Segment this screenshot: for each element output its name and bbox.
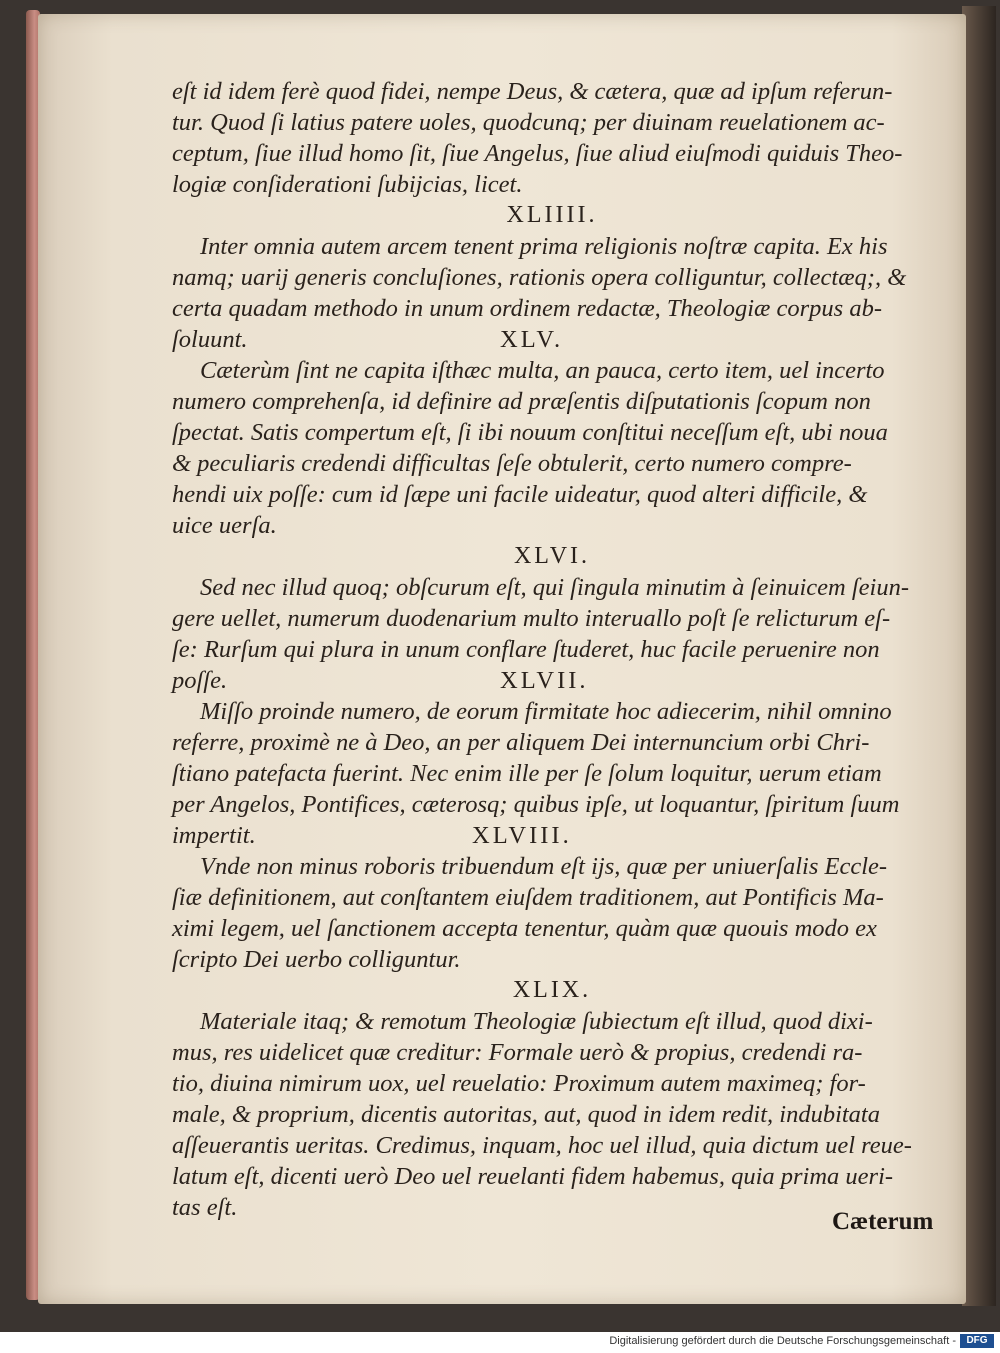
text-line: aſſeuerantis ueritas. Credimus, inquam, hoc uel illud, quia dictum uel reue- (172, 1132, 912, 1159)
text-line: ceptum, ſiue illud homo ſit, ſiue Angelus, ſiue aliud eiuſmodi quiduis Theo- (172, 140, 903, 167)
text-line: Cæterùm ſint ne capita iſthæc multa, an pauca, certo item, uel incerto (200, 357, 885, 384)
text-line: referre, proximè ne à Deo, an per aliquem Dei internuncium orbi Chri- (172, 729, 870, 756)
text-line: ſoluunt. (172, 326, 248, 353)
text-line: male, & proprium, dicentis autoritas, aut, quod in idem redit, indubitata (172, 1101, 880, 1128)
page-text (172, 76, 932, 1223)
text-line: ſe: Rurſum qui plura in unum conflare ſtuderet, huc facile peruenire non (172, 636, 880, 663)
text-line: tas eſt. (172, 1194, 238, 1221)
text-line: Vnde non minus roboris tribuendum eſt ijs, quæ per uniuerſalis Eccle- (200, 853, 888, 880)
text-line: mus, res uidelicet quæ creditur: Formale uerò & propius, credendi ra- (172, 1039, 863, 1066)
section-numeral: XLVII. (500, 667, 589, 694)
text-line: ſtiano patefacta fuerint. Nec enim ille per ſe ſolum loquitur, uerum etiam (172, 760, 882, 787)
text-line: Sed nec illud quoq; obſcurum eſt, qui ſingula minutim à ſeinuicem ſeiun- (200, 574, 910, 601)
text-line: certa quadam methodo in unum ordinem redactæ, Theologiæ corpus ab- (172, 295, 882, 322)
text-line: ſcripto Dei uerbo colliguntur. (172, 946, 461, 973)
text-line: Materiale itaq; & remotum Theologiæ ſubiectum eſt illud, quod dixi- (200, 1008, 873, 1035)
catchword: Cæterum (832, 1208, 934, 1235)
text-line-with-numeral (172, 820, 932, 851)
text-line: latum eſt, dicenti uerò Deo uel reuelanti fidem habemus, quia prima ueri- (172, 1163, 894, 1190)
text-line: gere uellet, numerum duodenarium multo interuallo poſt ſe relicturum eſ- (172, 605, 891, 632)
text-line: logiæ conſiderationi ſubijcias, licet. (172, 171, 523, 198)
text-line: numero comprehenſa, id definire ad præſentis diſputationis ſcopum non (172, 388, 871, 415)
section-numeral: XLIX. (512, 977, 592, 1003)
text-line: uice uerſa. (172, 512, 277, 539)
text-line-with-numeral (172, 665, 932, 696)
text-line: ſiæ definitionem, aut conſtantem eiuſdem traditionem, aut Pontificis Ma- (172, 884, 884, 911)
text-line: poſſe. (172, 667, 228, 694)
funding-notice: Digitalisierung gefördert durch die Deutsche Forschungsgemeinschaft - (609, 1335, 956, 1347)
text-line: eſt id idem ferè quod fidei, nempe Deus, & cætera, quæ ad ipſum referun- (172, 78, 893, 105)
section-numeral: XLVIII. (472, 822, 572, 849)
text-line: tur. Quod ſi latius patere uoles, quodcunq; per diuinam reuelationem ac- (172, 109, 885, 136)
book-binding-edge (962, 6, 996, 1306)
text-line: Inter omnia autem arcem tenent prima religionis noſtræ capita. Ex his (200, 233, 888, 260)
section-numeral: XLV. (500, 326, 564, 353)
text-line: Miſſo proinde numero, de eorum firmitate hoc adiecerim, nihil omnino (200, 698, 892, 725)
footer-bar (0, 1332, 1000, 1353)
text-line-with-numeral (172, 324, 932, 355)
section-numeral: XLIIII. (506, 202, 598, 228)
text-line: ſpectat. Satis compertum eſt, ſi ibi nouum conſtitui neceſſum eſt, ubi noua (172, 419, 888, 446)
text-line: hendi uix poſſe: cum id ſæpe uni facile uideatur, quod alteri difficile, & (172, 481, 868, 508)
text-line: per Angelos, Pontifices, cæterosq; quibus ipſe, ut loquantur, ſpiritum ſuum (172, 791, 900, 818)
text-line: impertit. (172, 822, 256, 849)
text-line: namq; uarij generis concluſiones, rationis opera colliguntur, collectæq;, & (172, 264, 907, 291)
text-line: tio, diuina nimirum uox, uel reuelatio: Proximum autem maximeq; for- (172, 1070, 866, 1097)
text-line: & peculiaris credendi difficultas ſeſe obtulerit, certo numero compre- (172, 450, 852, 477)
text-line: ximi legem, uel ſanctionem accepta tenentur, quàm quæ quouis modo ex (172, 915, 877, 942)
section-numeral: XLVI. (513, 543, 591, 569)
dfg-logo[interactable]: DFG (960, 1334, 994, 1348)
